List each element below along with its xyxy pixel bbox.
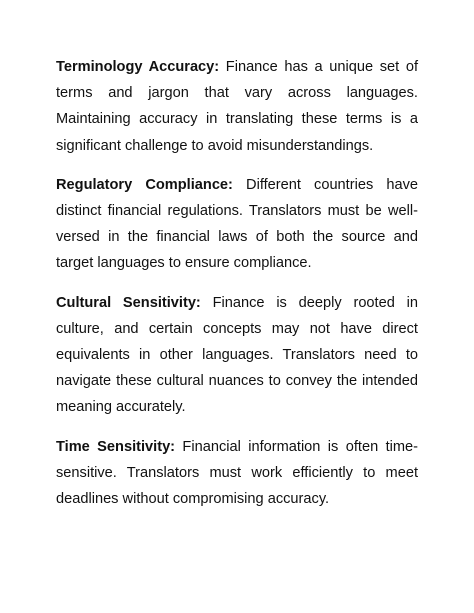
- paragraph-cultural-sensitivity: [56, 290, 418, 421]
- paragraph-regulatory-compliance: [56, 172, 418, 277]
- paragraph-text: Finance is deeply rooted in culture, and certain concepts may not have direct equivalents in other languages. Translators need to navigate these cultural nuances to convey the intended meaning accurately.: [56, 294, 418, 416]
- term-heading: Regulatory Compliance:: [56, 176, 233, 193]
- paragraph-text: Finance has a unique set of terms and jargon that vary across languages. Maintaining accuracy in translating these terms is a significant challenge to avoid misunderstandings.: [56, 59, 418, 154]
- term-heading: Terminology Accuracy:: [56, 59, 220, 75]
- paragraph-terminology-accuracy: [56, 54, 418, 159]
- term-heading: Time Sensitivity:: [56, 438, 176, 455]
- paragraph-text: Financial information is often time-sensitive. Translators must work efficiently to meet deadlines without compromising accuracy.: [56, 438, 418, 508]
- term-heading: Cultural Sensitivity:: [56, 294, 201, 311]
- paragraph-time-sensitivity: [56, 434, 418, 513]
- paragraph-text: Different countries have distinct financial regulations. Translators must be well-versed in the financial laws of both the source and target languages to ensure compliance.: [56, 176, 419, 272]
